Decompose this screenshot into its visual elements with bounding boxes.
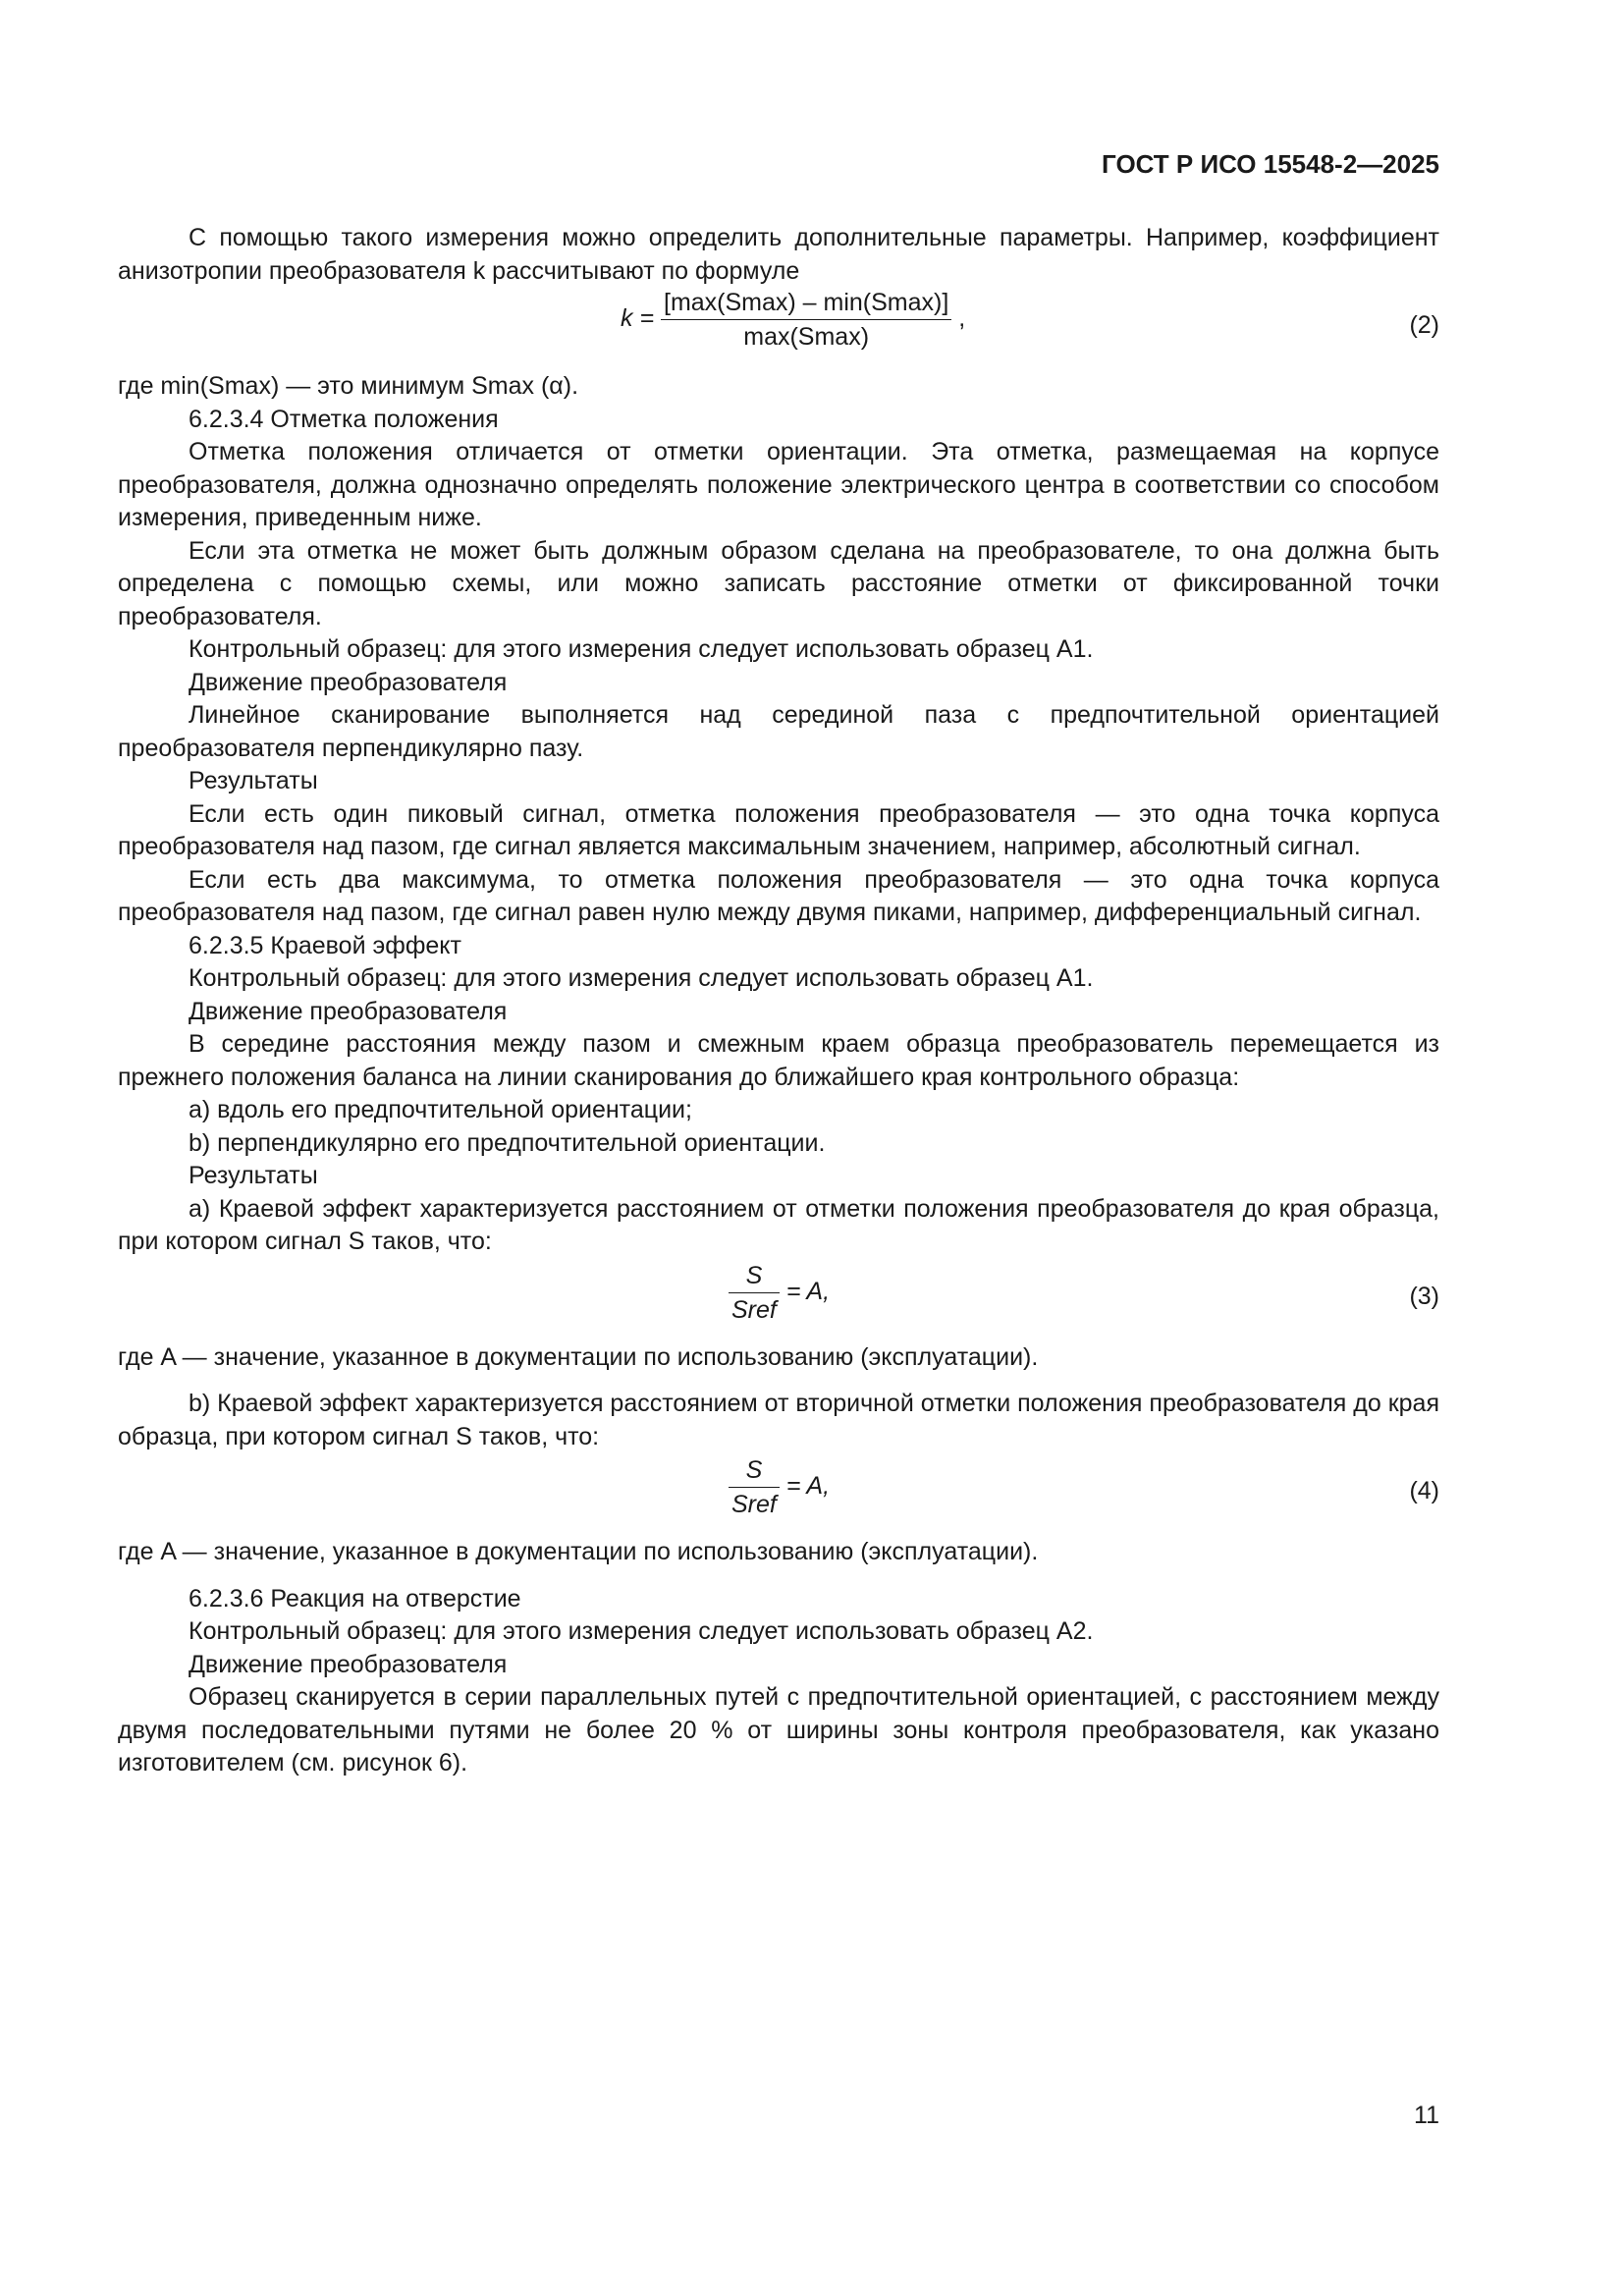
equation-4-number: (4) [1409,1477,1439,1504]
page-number: 11 [1414,2102,1439,2129]
section-6234-heading: 6.2.3.4 Отметка положения [189,405,499,433]
intro-paragraph: С помощью такого измерения можно определить дополнительные параметры. Например, коэффициент анизотропии преобразователя k рассчитывают по формуле [118,224,1439,285]
s6234-results-2: Если есть два максимума, то отметка положения преобразователя — это одна точка корпуса преобразователя над пазом, где сигнал равен нулю между двумя пиками, например, дифференциальный сигнал. [118,865,1439,926]
equation-3-rhs: = A, [785,1277,831,1305]
s6235-motion-heading: Движение преобразователя [189,997,508,1025]
s6234-motion-heading: Движение преобразователя [189,668,508,696]
equation-2-fraction [661,288,951,352]
s6236-reference-sample: Контрольный образец: для этого измерения следует использовать образец А2. [189,1617,1094,1645]
equation-3-fraction [729,1261,780,1325]
s6234-results-heading: Результаты [189,767,318,794]
where-a-4: где A — значение, указанное в документации по использованию (эксплуатации). [118,1538,1039,1565]
s6234-paragraph-2: Если эта отметка не может быть должным образом сделана на преобразователе, то она должна быть определена с помощью схемы, или можно записать расстояние отметки от фиксированной точки преобразователя. [118,536,1439,630]
equation-4-numerator: S [729,1455,780,1488]
body-text [118,222,1439,1780]
equation-4-rhs: = A, [785,1472,831,1501]
equation-2-tail: , [958,304,966,333]
where-a-3: где A — значение, указанное в документации по использованию (эксплуатации). [118,1342,1039,1371]
s6235-results-heading: Результаты [189,1162,318,1189]
document-code: ГОСТ Р ИСО 15548-2—2025 [1102,149,1439,179]
equation-4-fraction [729,1455,780,1519]
equation-2-numerator: [max(Smax) – min(Smax)] [661,288,951,320]
equation-3-expression [729,1261,830,1325]
equation-2-number: (2) [1409,311,1439,339]
section-6236-heading: 6.2.3.6 Реакция на отверстие [189,1584,521,1613]
s6234-paragraph-1: Отметка положения отличается от отметки ориентации. Эта отметка, размещаемая на корпусе преобразователя, должна однозначно определять положение электрического центра в соответствии со способом измерения, приведенным ниже. [118,438,1439,531]
s6236-motion-heading: Движение преобразователя [189,1650,508,1678]
s6235-list-item-b: b) перпендикулярно его предпочтительной ориентации. [189,1128,826,1157]
equation-2-lhs: k = [621,304,655,333]
s6234-motion-text: Линейное сканирование выполняется над серединой паза с предпочтительной ориентацией преобразователя перпендикулярно пазу. [118,701,1439,762]
equation-4-denominator: Sref [731,1491,777,1518]
s6235-results-a: а) Краевой эффект характеризуется расстоянием от отметки положения преобразователя до края образца, при котором сигнал S таков, что: [118,1194,1439,1255]
equation-3-numerator: S [729,1261,780,1293]
s6234-results-1: Если есть один пиковый сигнал, отметка положения преобразователя — это одна точка корпуса преобразователя над пазом, где сигнал является максимальным значением, например, абсолютный сигнал. [118,799,1439,860]
equation-2-denominator: max(Smax) [743,323,870,351]
equation-4-expression [729,1455,830,1519]
equation-4 [118,1453,1439,1536]
equation-3-number: (3) [1409,1282,1439,1310]
s6235-motion-text: В середине расстояния между пазом и смежным краем образца преобразователь перемещается из прежнего положения баланса на линии сканирования до ближайшего края контрольного образца: [118,1030,1439,1091]
equation-2 [118,288,1439,370]
where-min-smax: где min(Smax) — это минимум Smax (α). [118,372,579,400]
s6235-reference-sample: Контрольный образец: для этого измерения следует использовать образец А1. [189,964,1094,992]
s6234-reference-sample: Контрольный образец: для этого измерения следует использовать образец А1. [189,635,1094,663]
s6236-motion-text: Образец сканируется в серии параллельных путей с предпочтительной ориентацией, с расстоянием между двумя последовательными путями не более 20 % от ширины зоны контроля преобразователя, как указано изготовителем (см. рисунок 6). [118,1683,1439,1777]
s6235-results-b: b) Краевой эффект характеризуется расстоянием от вторичной отметки положения преобразователя до края образца, при котором сигнал S таков, что: [118,1390,1439,1450]
s6235-list-item-a: а) вдоль его предпочтительной ориентации; [189,1096,692,1123]
equation-2-expression [621,288,965,352]
equation-3 [118,1259,1439,1341]
section-6235-heading: 6.2.3.5 Краевой эффект [189,931,461,959]
equation-3-denominator: Sref [731,1295,777,1324]
